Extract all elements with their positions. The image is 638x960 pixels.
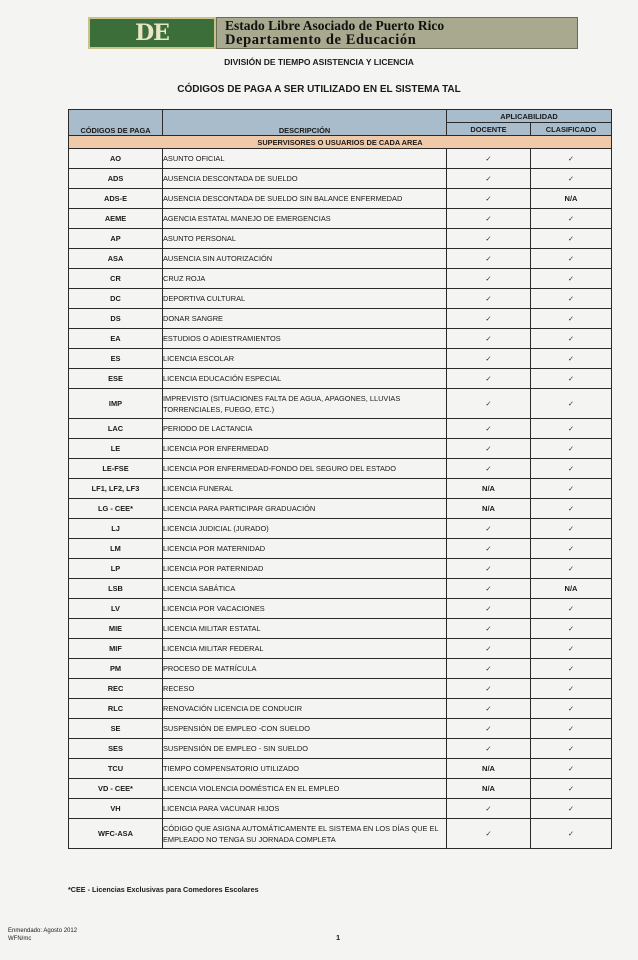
docente-cell: ✓ [447,639,531,659]
table-row [69,819,612,849]
code-cell: VD - CEE* [69,779,163,799]
description-cell: LICENCIA FUNERAL [163,479,447,499]
document-title: CÓDIGOS DE PAGA A SER UTILIZADO EN EL SISTEMA TAL [177,84,461,95]
code-cell: DC [69,289,163,309]
description-cell: LICENCIA MILITAR ESTATAL [163,619,447,639]
docente-cell: ✓ [447,149,531,169]
description-cell: LICENCIA POR PATERNIDAD [163,559,447,579]
docente-cell: ✓ [447,799,531,819]
description-cell: AGENCIA ESTATAL MANEJO DE EMERGENCIAS [163,209,447,229]
table-row [69,329,612,349]
table-row [69,659,612,679]
code-cell: VH [69,799,163,819]
clasificado-cell: ✓ [531,289,612,309]
code-cell: REC [69,679,163,699]
code-cell: ES [69,349,163,369]
clasificado-cell: ✓ [531,229,612,249]
code-cell: TCU [69,759,163,779]
amended-date: Enmendado: Agosto 2012 [8,928,78,934]
code-cell: CR [69,269,163,289]
code-cell: RLC [69,699,163,719]
table-row [69,389,612,419]
clasificado-cell: ✓ [531,699,612,719]
docente-cell: N/A [447,499,531,519]
clasificado-cell: ✓ [531,369,612,389]
clasificado-cell: ✓ [531,639,612,659]
code-cell: AP [69,229,163,249]
docente-cell: ✓ [447,679,531,699]
docente-cell: ✓ [447,619,531,639]
description-cell: LICENCIA PARA PARTICIPAR GRADUACIÓN [163,499,447,519]
clasificado-cell: ✓ [531,779,612,799]
code-cell: LP [69,559,163,579]
table-row [69,209,612,229]
header-code: CÓDIGOS DE PAGA [69,110,163,136]
code-cell: LE-FSE [69,459,163,479]
clasificado-cell: ✓ [531,209,612,229]
code-cell: SES [69,739,163,759]
code-cell: LE [69,439,163,459]
docente-cell: ✓ [447,249,531,269]
table-row [69,149,612,169]
code-cell: IMP [69,389,163,419]
clasificado-cell: ✓ [531,249,612,269]
description-cell: AUSENCIA SIN AUTORIZACIÓN [163,249,447,269]
division-subtitle: DIVISIÓN DE TIEMPO ASISTENCIA Y LICENCIA [224,57,414,67]
table-row [69,519,612,539]
clasificado-cell: ✓ [531,719,612,739]
clasificado-cell: ✓ [531,419,612,439]
docente-cell: ✓ [447,209,531,229]
footnote: *CEE - Licencias Exclusivas para Comedores Escolares [68,885,259,894]
clasificado-cell: ✓ [531,559,612,579]
table-row [69,539,612,559]
code-cell: LM [69,539,163,559]
description-cell: IMPREVISTO (SITUACIONES FALTA DE AGUA, APAGONES, LLUVIAS TORRENCIALES, FUEGO, ETC.) [163,389,447,419]
code-cell: MIF [69,639,163,659]
clasificado-cell: ✓ [531,499,612,519]
docente-cell: ✓ [447,349,531,369]
description-cell: ESTUDIOS O ADIESTRAMIENTOS [163,329,447,349]
clasificado-cell: ✓ [531,799,612,819]
description-cell: ASUNTO PERSONAL [163,229,447,249]
logo-line-1: Estado Libre Asociado de Puerto Rico [225,17,445,33]
clasificado-cell: ✓ [531,269,612,289]
description-cell: ASUNTO OFICIAL [163,149,447,169]
docente-cell: ✓ [447,289,531,309]
docente-cell: ✓ [447,459,531,479]
logo-line-2: Departamento de Educación [225,31,417,48]
code-cell: DS [69,309,163,329]
clasificado-cell: ✓ [531,659,612,679]
logo-mark-text: DE [135,20,169,46]
docente-cell: ✓ [447,819,531,849]
description-cell: LICENCIA POR MATERNIDAD [163,539,447,559]
clasificado-cell: ✓ [531,329,612,349]
code-cell: ADS [69,169,163,189]
code-cell: WFC-ASA [69,819,163,849]
clasificado-cell: ✓ [531,389,612,419]
logo-text-block [216,17,578,49]
clasificado-cell: ✓ [531,679,612,699]
description-cell: DONAR SANGRE [163,309,447,329]
docente-cell: ✓ [447,659,531,679]
table-row [69,779,612,799]
code-cell: ADS-E [69,189,163,209]
table-row [69,249,612,269]
clasificado-cell: ✓ [531,759,612,779]
table-row [69,169,612,189]
clasificado-cell: ✓ [531,619,612,639]
description-cell: LICENCIA POR VACACIONES [163,599,447,619]
description-cell: AUSENCIA DESCONTADA DE SUELDO SIN BALANCE ENFERMEDAD [163,189,447,209]
code-cell: LF1, LF2, LF3 [69,479,163,499]
table-row [69,719,612,739]
docente-cell: ✓ [447,699,531,719]
clasificado-cell: ✓ [531,479,612,499]
docente-cell: ✓ [447,389,531,419]
clasificado-cell: ✓ [531,539,612,559]
clasificado-cell: ✓ [531,459,612,479]
table-row [69,349,612,369]
code-cell: ASA [69,249,163,269]
code-cell: MIE [69,619,163,639]
table-row [69,759,612,779]
docente-cell: ✓ [447,599,531,619]
docente-cell: ✓ [447,309,531,329]
clasificado-cell: ✓ [531,169,612,189]
description-cell: CÓDIGO QUE ASIGNA AUTOMÁTICAMENTE EL SISTEMA EN LOS DÍAS QUE EL EMPLEADO NO TENGA SU JORNADA COMPLETA [163,819,447,849]
clasificado-cell: N/A [531,189,612,209]
code-cell: LV [69,599,163,619]
table-row [69,419,612,439]
clasificado-cell: ✓ [531,599,612,619]
table-row [69,189,612,209]
pay-codes-table [68,109,612,849]
section-title: SUPERVISORES O USUARIOS DE CADA AREA [69,136,612,149]
code-cell: LJ [69,519,163,539]
table-row [69,229,612,249]
table-row [69,799,612,819]
docente-cell: ✓ [447,329,531,349]
code-cell: LAC [69,419,163,439]
description-cell: DEPORTIVA CULTURAL [163,289,447,309]
code-cell: ESE [69,369,163,389]
clasificado-cell: ✓ [531,149,612,169]
table-row [69,479,612,499]
table-row [69,579,612,599]
clasificado-cell: ✓ [531,439,612,459]
header-description: DESCRIPCIÓN [163,110,447,136]
clasificado-cell: ✓ [531,349,612,369]
table-row [69,619,612,639]
description-cell: CRUZ ROJA [163,269,447,289]
table-row [69,559,612,579]
table-row [69,269,612,289]
description-cell: LICENCIA POR ENFERMEDAD-FONDO DEL SEGURO DEL ESTADO [163,459,447,479]
description-cell: TIEMPO COMPENSATORIO UTILIZADO [163,759,447,779]
code-cell: LG - CEE* [69,499,163,519]
description-cell: PERIODO DE LACTANCIA [163,419,447,439]
description-cell: LICENCIA VIOLENCIA DOMÉSTICA EN EL EMPLEO [163,779,447,799]
table-row [69,499,612,519]
header-applicability: APLICABILIDAD [447,110,612,123]
table-row [69,679,612,699]
header-docente: DOCENTE [447,123,531,136]
docente-cell: N/A [447,759,531,779]
table-row [69,309,612,329]
docente-cell: N/A [447,779,531,799]
description-cell: LICENCIA PARA VACUNAR HIJOS [163,799,447,819]
table-row [69,439,612,459]
code-cell: LSB [69,579,163,599]
description-cell: SUSPENSIÓN DE EMPLEO -CON SUELDO [163,719,447,739]
description-cell: LICENCIA SABÁTICA [163,579,447,599]
code-cell: PM [69,659,163,679]
docente-cell: ✓ [447,539,531,559]
code-cell: AO [69,149,163,169]
docente-cell: ✓ [447,419,531,439]
description-cell: AUSENCIA DESCONTADA DE SUELDO [163,169,447,189]
clasificado-cell: ✓ [531,819,612,849]
table-row [69,699,612,719]
clasificado-cell: ✓ [531,309,612,329]
clasificado-cell: ✓ [531,519,612,539]
department-logo [88,17,578,49]
de-logo-mark [88,17,216,49]
description-cell: LICENCIA POR ENFERMEDAD [163,439,447,459]
table-row [69,599,612,619]
author-initials: WFN/mc [8,936,32,942]
section-row [69,136,612,149]
docente-cell: ✓ [447,269,531,289]
table-row [69,369,612,389]
description-cell: SUSPENSIÓN DE EMPLEO - SIN SUELDO [163,739,447,759]
docente-cell: ✓ [447,519,531,539]
page-number: 1 [336,933,341,942]
code-cell: EA [69,329,163,349]
docente-cell: N/A [447,479,531,499]
description-cell: LICENCIA ESCOLAR [163,349,447,369]
header-clasificado: CLASIFICADO [531,123,612,136]
docente-cell: ✓ [447,229,531,249]
docente-cell: ✓ [447,439,531,459]
table-row [69,739,612,759]
description-cell: RENOVACIÓN LICENCIA DE CONDUCIR [163,699,447,719]
table-row [69,289,612,309]
clasificado-cell: ✓ [531,739,612,759]
docente-cell: ✓ [447,719,531,739]
docente-cell: ✓ [447,169,531,189]
docente-cell: ✓ [447,369,531,389]
code-cell: SE [69,719,163,739]
table-row [69,639,612,659]
docente-cell: ✓ [447,739,531,759]
description-cell: LICENCIA JUDICIAL (JURADO) [163,519,447,539]
description-cell: LICENCIA MILITAR FEDERAL [163,639,447,659]
code-cell: AEME [69,209,163,229]
amended-note [8,927,77,943]
table-row [69,459,612,479]
docente-cell: ✓ [447,579,531,599]
description-cell: LICENCIA EDUCACIÓN ESPECIAL [163,369,447,389]
description-cell: RECESO [163,679,447,699]
description-cell: PROCESO DE MATRÍCULA [163,659,447,679]
clasificado-cell: N/A [531,579,612,599]
docente-cell: ✓ [447,189,531,209]
docente-cell: ✓ [447,559,531,579]
